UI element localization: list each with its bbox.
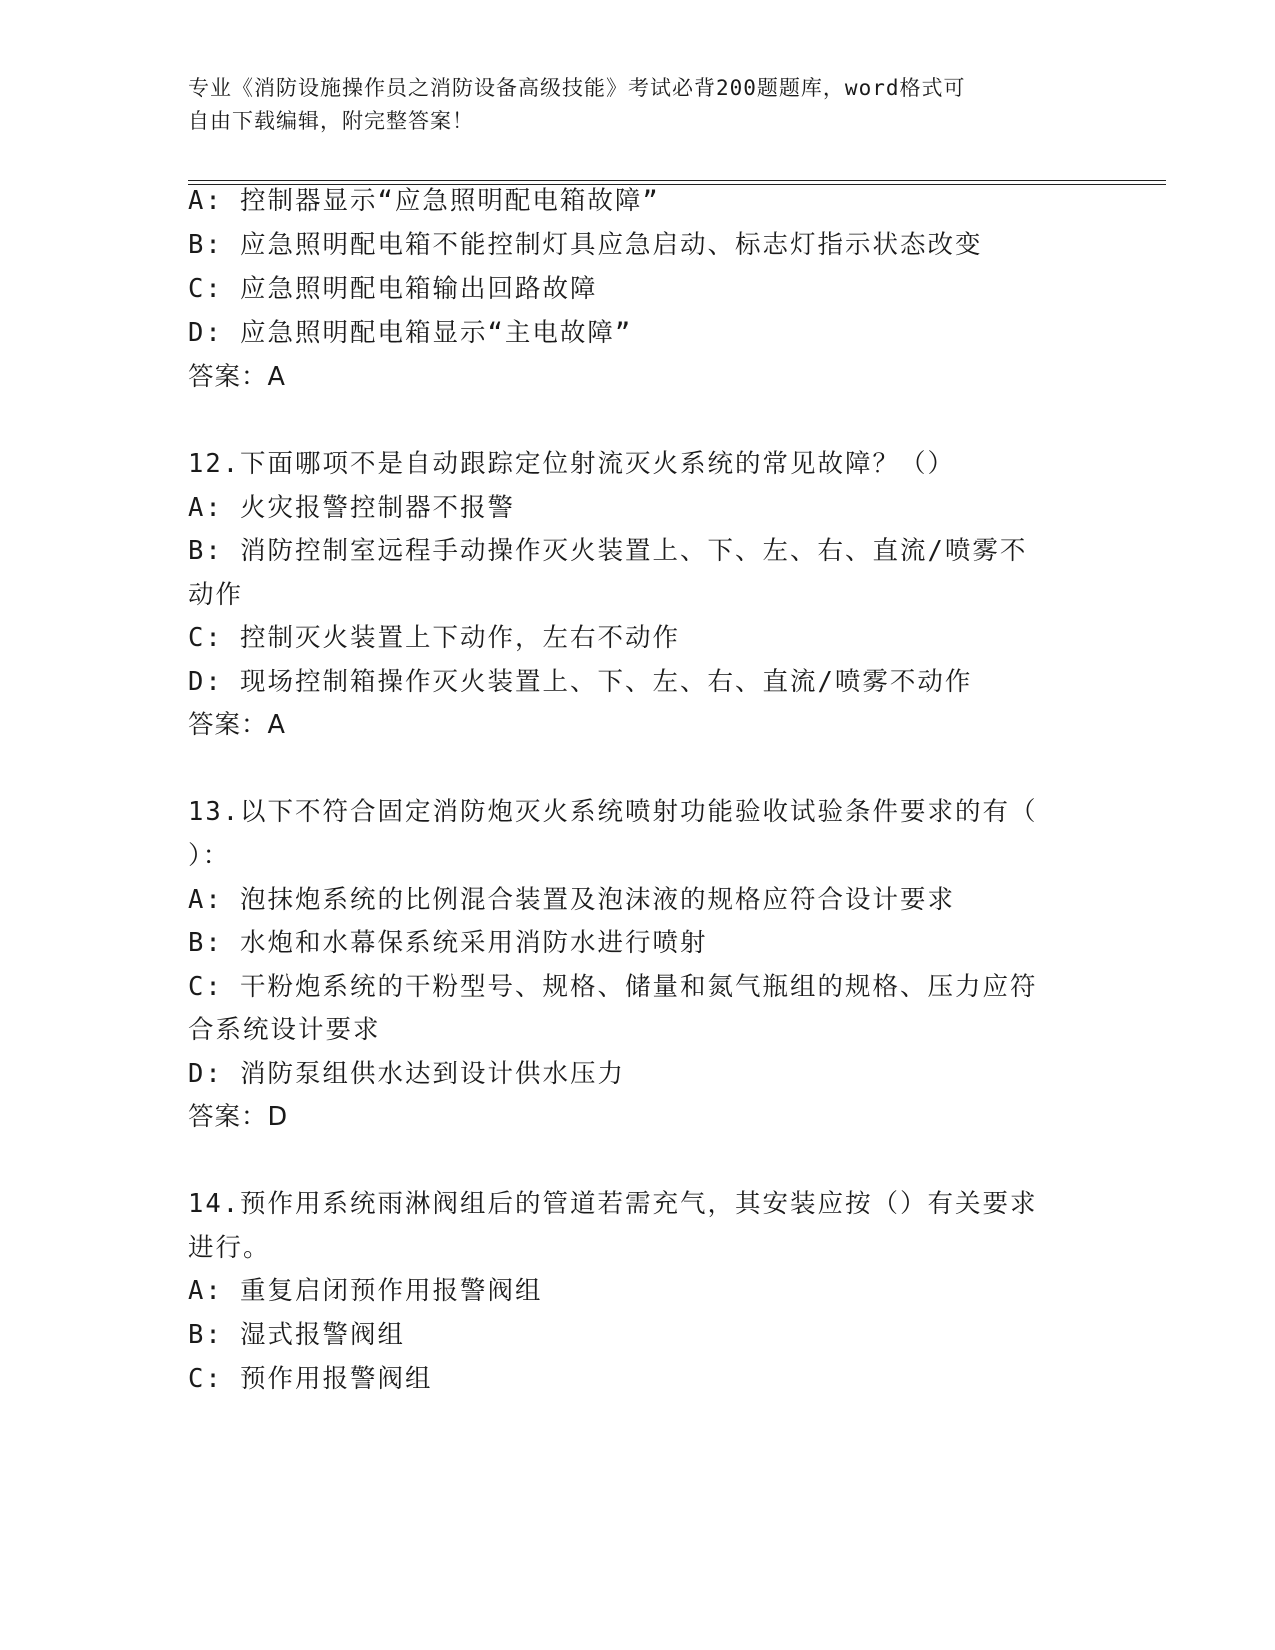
q13-option-c-line1: C: 干粉炮系统的干粉型号、规格、储量和氮气瓶组的规格、压力应符 — [188, 972, 1038, 1002]
q12-answer: 答案：A — [188, 710, 286, 740]
header-line-1: 专业《消防设施操作员之消防设备高级技能》考试必背200题题库，word格式可 — [188, 76, 966, 100]
q11-option-c: C: 应急照明配电箱输出回路故障 — [188, 274, 598, 304]
q13-answer: 答案：D — [188, 1102, 289, 1132]
q12-option-d: D: 现场控制箱操作灭火装置上、下、左、右、直流/喷雾不动作 — [188, 667, 973, 697]
q11-option-a: A: 控制器显示“应急照明配电箱故障” — [188, 186, 660, 216]
header-line-2: 自由下载编辑，附完整答案！ — [188, 109, 474, 133]
q11-answer: 答案：A — [188, 362, 286, 392]
q13-option-c-line2: 合系统设计要求 — [188, 1015, 381, 1045]
q13-option-d: D: 消防泵组供水达到设计供水压力 — [188, 1059, 626, 1089]
document-header — [188, 72, 1088, 138]
q14-question-line1: 14.预作用系统雨淋阀组后的管道若需充气，其安装应按（）有关要求 — [188, 1189, 1038, 1219]
q12-option-a: A: 火灾报警控制器不报警 — [188, 493, 516, 523]
q12-question: 12.下面哪项不是自动跟踪定位射流灭火系统的常见故障？（） — [188, 449, 956, 479]
q12-option-b-line1: B: 消防控制室远程手动操作灭火装置上、下、左、右、直流/喷雾不 — [188, 536, 1028, 566]
q13-option-b: B: 水炮和水幕保系统采用消防水进行喷射 — [188, 928, 708, 958]
q12-option-c: C: 控制灭火装置上下动作，左右不动作 — [188, 623, 681, 653]
q13-question-line1: 13.以下不符合固定消防炮灭火系统喷射功能验收试验条件要求的有（ — [188, 797, 1038, 827]
header-divider-top — [188, 180, 1166, 181]
q14-option-c: C: 预作用报警阀组 — [188, 1364, 433, 1394]
q12-option-b-line2: 动作 — [188, 580, 244, 610]
q14-option-a: A: 重复启闭预作用报警阀组 — [188, 1276, 543, 1306]
q13-option-a: A: 泡抹炮系统的比例混合装置及泡沫液的规格应符合设计要求 — [188, 885, 956, 915]
q11-option-d: D: 应急照明配电箱显示“主电故障” — [188, 318, 633, 348]
q11-option-b: B: 应急照明配电箱不能控制灯具应急启动、标志灯指示状态改变 — [188, 230, 983, 260]
q13-question-line2: ）： — [188, 841, 231, 871]
q14-question-line2: 进行。 — [188, 1233, 271, 1263]
q14-option-b: B: 湿式报警阀组 — [188, 1320, 406, 1350]
